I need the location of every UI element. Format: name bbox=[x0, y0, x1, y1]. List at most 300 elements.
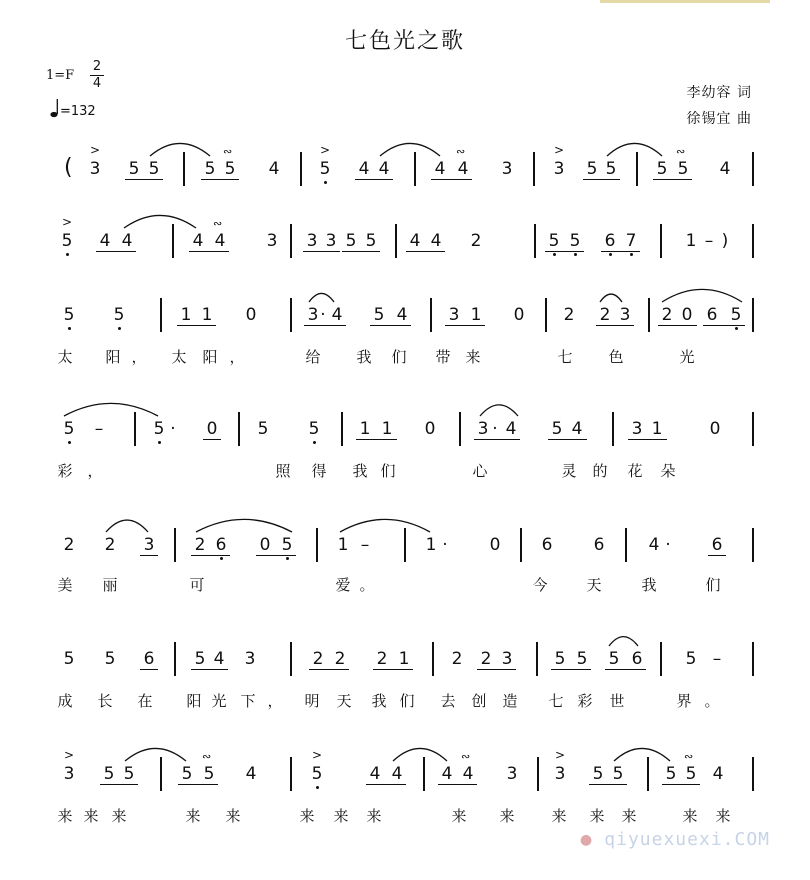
barline bbox=[537, 757, 539, 791]
note: 4 bbox=[462, 764, 474, 784]
note: – bbox=[94, 419, 104, 439]
accent-mark: > bbox=[555, 748, 566, 762]
barline bbox=[752, 642, 754, 676]
note: 5 bbox=[63, 649, 75, 669]
barline bbox=[459, 412, 461, 446]
lyric-char: 阳 bbox=[186, 692, 202, 710]
eighth-underline bbox=[658, 325, 697, 326]
note: 0 bbox=[424, 419, 436, 439]
barline bbox=[174, 528, 176, 562]
eighth-underline bbox=[583, 179, 620, 180]
barline bbox=[395, 224, 397, 258]
note: 6 bbox=[215, 535, 227, 555]
note: 3 bbox=[307, 305, 319, 325]
note: 4 bbox=[434, 159, 446, 179]
note: 3 bbox=[506, 764, 518, 784]
note: 3 bbox=[89, 159, 101, 179]
lyric-char: 阳 bbox=[202, 348, 218, 366]
trill-mark: ∾ bbox=[202, 750, 210, 763]
lyric-char: 造 bbox=[502, 692, 518, 710]
note: 0 bbox=[245, 305, 257, 325]
eighth-underline bbox=[406, 251, 445, 252]
lyric-char: 光 bbox=[211, 692, 227, 710]
note: 5 bbox=[612, 764, 624, 784]
slur bbox=[196, 519, 292, 532]
note: 4 bbox=[391, 764, 403, 784]
barline bbox=[752, 757, 754, 791]
watermark bbox=[581, 829, 770, 850]
note: 5 bbox=[203, 764, 215, 784]
eighth-underline bbox=[366, 784, 406, 785]
accent-mark: > bbox=[64, 748, 75, 762]
lower-octave-dot bbox=[68, 441, 71, 444]
lyric-char: 们 bbox=[705, 576, 721, 594]
trill-mark: ∾ bbox=[456, 145, 464, 158]
lyric-char: 花 bbox=[627, 462, 643, 480]
eighth-underline bbox=[438, 784, 477, 785]
top-decoration bbox=[600, 0, 770, 3]
slur bbox=[607, 143, 662, 156]
note: 3 bbox=[553, 159, 565, 179]
slur bbox=[106, 520, 148, 532]
lyric-char: 。 bbox=[704, 692, 720, 710]
note: 0 bbox=[259, 535, 271, 555]
lyric-char: 来 bbox=[333, 807, 349, 825]
lyric-char: 彩 bbox=[577, 692, 593, 710]
note: 3 bbox=[143, 535, 155, 555]
note: 3 bbox=[477, 419, 489, 439]
note: – bbox=[360, 535, 370, 555]
barline bbox=[612, 412, 614, 446]
barline bbox=[290, 224, 292, 258]
barline bbox=[752, 298, 754, 332]
lyric-char: 界 bbox=[676, 692, 692, 710]
lyric-char: 带 bbox=[435, 348, 451, 366]
lyric-char: 天 bbox=[586, 576, 602, 594]
eighth-underline bbox=[596, 325, 634, 326]
lyric-char: 给 bbox=[305, 348, 321, 366]
note: 7 bbox=[625, 231, 637, 251]
eighth-underline bbox=[125, 179, 163, 180]
note: 1 bbox=[685, 231, 697, 251]
note: 1 bbox=[425, 535, 437, 555]
lower-octave-dot bbox=[630, 253, 633, 256]
note: 4 bbox=[192, 231, 204, 251]
lyric-char: ， bbox=[87, 462, 103, 480]
eighth-underline bbox=[342, 251, 380, 252]
note: 1 bbox=[381, 419, 393, 439]
note: 5 bbox=[224, 159, 236, 179]
note: 5 bbox=[656, 159, 668, 179]
accent-mark: > bbox=[312, 748, 323, 762]
lower-octave-dot bbox=[316, 786, 319, 789]
composer-credit: 徐锡宜 曲 bbox=[686, 111, 752, 127]
lower-octave-dot bbox=[118, 327, 121, 330]
eighth-underline bbox=[373, 669, 413, 670]
trill-mark: ∾ bbox=[676, 145, 684, 158]
note: 1 bbox=[651, 419, 663, 439]
eighth-underline bbox=[189, 251, 229, 252]
note: 5 bbox=[123, 764, 135, 784]
note: 5 bbox=[365, 231, 377, 251]
eighth-underline bbox=[589, 784, 627, 785]
lyric-char: 来 bbox=[225, 807, 241, 825]
lyric-char: 彩 bbox=[57, 462, 73, 480]
lyric-char: 们 bbox=[380, 462, 396, 480]
barline bbox=[752, 152, 754, 186]
note: 1 bbox=[359, 419, 371, 439]
note: 5 bbox=[181, 764, 193, 784]
note: 4 bbox=[358, 159, 370, 179]
barline bbox=[545, 298, 547, 332]
trill-mark: ∾ bbox=[461, 750, 469, 763]
eighth-underline bbox=[601, 251, 640, 252]
eighth-underline bbox=[548, 439, 587, 440]
barline bbox=[648, 298, 650, 332]
note: 3 bbox=[266, 231, 278, 251]
barline bbox=[536, 642, 538, 676]
lyric-char: 们 bbox=[399, 692, 415, 710]
trill-mark: ∾ bbox=[223, 145, 231, 158]
eighth-underline bbox=[177, 325, 216, 326]
lower-octave-dot bbox=[313, 441, 316, 444]
note: 5 bbox=[569, 231, 581, 251]
note: 2 bbox=[194, 535, 206, 555]
note: 5 bbox=[63, 419, 75, 439]
time-signature-top: 2 bbox=[92, 59, 102, 74]
lower-octave-dot bbox=[574, 253, 577, 256]
accent-mark: > bbox=[62, 215, 73, 229]
lyric-char: 色 bbox=[608, 348, 624, 366]
note: 4 bbox=[369, 764, 381, 784]
eighth-underline bbox=[605, 669, 646, 670]
note: 2 bbox=[470, 231, 482, 251]
barline bbox=[160, 298, 162, 332]
note: 3 bbox=[501, 649, 513, 669]
eighth-underline bbox=[356, 439, 397, 440]
quarter-note-icon bbox=[50, 98, 59, 118]
lyric-char: 天 bbox=[336, 692, 352, 710]
lyric-char: 来 bbox=[715, 807, 731, 825]
lyric-char: 来 bbox=[682, 807, 698, 825]
slur bbox=[662, 289, 742, 302]
lyric-char: 来 bbox=[621, 807, 637, 825]
note: 2 bbox=[104, 535, 116, 555]
barline bbox=[520, 528, 522, 562]
lyric-char: 来 bbox=[551, 807, 567, 825]
note: 3 bbox=[501, 159, 513, 179]
note: 4 bbox=[331, 305, 343, 325]
lyric-char: 来 bbox=[366, 807, 382, 825]
barline bbox=[752, 224, 754, 258]
barline bbox=[660, 642, 662, 676]
note: 2 bbox=[599, 305, 611, 325]
barline bbox=[432, 642, 434, 676]
note: 4 bbox=[121, 231, 133, 251]
note: 3 bbox=[63, 764, 75, 784]
note: 4 bbox=[430, 231, 442, 251]
eighth-underline bbox=[474, 439, 520, 440]
note: 5 bbox=[554, 649, 566, 669]
lyric-char: 我 bbox=[352, 462, 368, 480]
note: 2 bbox=[480, 649, 492, 669]
note: 5 bbox=[592, 764, 604, 784]
note: 6 bbox=[593, 535, 605, 555]
note: 4 bbox=[213, 649, 225, 669]
lyric-char: 灵 bbox=[561, 462, 577, 480]
lyric-char: 成 bbox=[57, 692, 73, 710]
lyric-char: 去 bbox=[440, 692, 456, 710]
eighth-underline bbox=[303, 251, 340, 252]
note: 5 bbox=[103, 764, 115, 784]
note: 6 bbox=[143, 649, 155, 669]
eighth-underline bbox=[551, 669, 591, 670]
note: 5 bbox=[113, 305, 125, 325]
barline bbox=[752, 412, 754, 446]
lower-octave-dot bbox=[609, 253, 612, 256]
lyric-char: 七 bbox=[557, 348, 573, 366]
note: 3 bbox=[631, 419, 643, 439]
eighth-underline bbox=[431, 179, 472, 180]
barline bbox=[290, 642, 292, 676]
note: 5 bbox=[730, 305, 742, 325]
note: 5 bbox=[345, 231, 357, 251]
note: 1 bbox=[470, 305, 482, 325]
slur bbox=[609, 637, 638, 646]
note: 0 bbox=[513, 305, 525, 325]
lower-octave-dot bbox=[220, 557, 223, 560]
note: 5 bbox=[373, 305, 385, 325]
lyric-char: 来 bbox=[465, 348, 481, 366]
slur bbox=[380, 143, 440, 156]
barline bbox=[134, 412, 136, 446]
note: 4 bbox=[441, 764, 453, 784]
accent-mark: > bbox=[554, 143, 565, 157]
note: 5 bbox=[685, 764, 697, 784]
barline bbox=[625, 528, 627, 562]
eighth-underline bbox=[203, 439, 221, 440]
lyric-char: 明 bbox=[304, 692, 320, 710]
note: · bbox=[442, 535, 448, 555]
eighth-underline bbox=[545, 251, 584, 252]
note: ) bbox=[721, 231, 729, 251]
lower-octave-dot bbox=[68, 327, 71, 330]
note: 4 bbox=[99, 231, 111, 251]
note: · bbox=[492, 419, 498, 439]
note: 4 bbox=[378, 159, 390, 179]
note: 0 bbox=[681, 305, 693, 325]
barline bbox=[174, 642, 176, 676]
note: 5 bbox=[608, 649, 620, 669]
lyric-char: 美 bbox=[57, 576, 73, 594]
lyric-char: 来 bbox=[499, 807, 515, 825]
note: · bbox=[320, 305, 326, 325]
note: 5 bbox=[257, 419, 269, 439]
lyric-char: 我 bbox=[356, 348, 372, 366]
lyric-char: 世 bbox=[609, 692, 625, 710]
barline bbox=[172, 224, 174, 258]
barline bbox=[290, 757, 292, 791]
slur bbox=[600, 294, 622, 302]
note: 2 bbox=[661, 305, 673, 325]
lyricist-credit: 李幼容 词 bbox=[686, 85, 752, 101]
barline bbox=[660, 224, 662, 258]
note: 4 bbox=[245, 764, 257, 784]
eighth-underline bbox=[708, 555, 726, 556]
lyric-char: 的 bbox=[592, 462, 608, 480]
lyric-char: 今 bbox=[532, 576, 548, 594]
trill-mark: ∾ bbox=[684, 750, 692, 763]
note: – bbox=[712, 649, 722, 669]
lyric-char: 来 bbox=[83, 807, 99, 825]
lyric-char: 得 bbox=[311, 462, 327, 480]
barline bbox=[316, 528, 318, 562]
note: 5 bbox=[548, 231, 560, 251]
eighth-underline bbox=[201, 179, 239, 180]
note: 2 bbox=[563, 305, 575, 325]
note: 5 bbox=[551, 419, 563, 439]
note: 0 bbox=[206, 419, 218, 439]
note: 5 bbox=[311, 764, 323, 784]
note: 3 bbox=[448, 305, 460, 325]
note: 3 bbox=[325, 231, 337, 251]
slur bbox=[124, 215, 196, 228]
lyric-char: 我 bbox=[641, 576, 657, 594]
note: 5 bbox=[194, 649, 206, 669]
note: 0 bbox=[709, 419, 721, 439]
note: 4 bbox=[712, 764, 724, 784]
lower-octave-dot bbox=[324, 181, 327, 184]
slur bbox=[393, 748, 447, 761]
slur bbox=[480, 405, 518, 416]
eighth-underline bbox=[477, 669, 516, 670]
slur bbox=[309, 293, 334, 302]
eighth-underline bbox=[191, 669, 228, 670]
note: 1 bbox=[337, 535, 349, 555]
note: 1 bbox=[180, 305, 192, 325]
note: 2 bbox=[376, 649, 388, 669]
lower-octave-dot bbox=[553, 253, 556, 256]
barline bbox=[290, 298, 292, 332]
barline bbox=[636, 152, 638, 186]
note: 5 bbox=[153, 419, 165, 439]
eighth-underline bbox=[309, 669, 349, 670]
eighth-underline bbox=[662, 784, 700, 785]
lyric-char: ， bbox=[131, 348, 147, 366]
lower-octave-dot bbox=[158, 441, 161, 444]
intro-parenthesis: ( bbox=[64, 155, 73, 180]
lyric-char: 们 bbox=[391, 348, 407, 366]
time-signature bbox=[90, 60, 104, 91]
barline bbox=[160, 757, 162, 791]
note: 5 bbox=[281, 535, 293, 555]
lyric-char: 爱 bbox=[335, 576, 351, 594]
lyric-char: 创 bbox=[471, 692, 487, 710]
note: 5 bbox=[605, 159, 617, 179]
lower-octave-dot bbox=[286, 557, 289, 560]
slur bbox=[614, 748, 670, 761]
lyric-char: 在 bbox=[137, 692, 153, 710]
lyric-char: 可 bbox=[189, 576, 205, 594]
barline bbox=[534, 224, 536, 258]
lyric-char: ， bbox=[267, 692, 283, 710]
note: 0 bbox=[489, 535, 501, 555]
barline bbox=[430, 298, 432, 332]
eighth-underline bbox=[653, 179, 692, 180]
lyric-char: 光 bbox=[679, 348, 695, 366]
lyric-char: 来 bbox=[589, 807, 605, 825]
note: 2 bbox=[334, 649, 346, 669]
eighth-underline bbox=[445, 325, 485, 326]
note: 5 bbox=[128, 159, 140, 179]
eighth-underline bbox=[370, 325, 411, 326]
note: 2 bbox=[451, 649, 463, 669]
note: 6 bbox=[604, 231, 616, 251]
note: 4 bbox=[571, 419, 583, 439]
note: 4 bbox=[214, 231, 226, 251]
lyric-char: 太 bbox=[171, 348, 187, 366]
note: 4 bbox=[268, 159, 280, 179]
lyric-char: 七 bbox=[548, 692, 564, 710]
lyric-char: ， bbox=[229, 348, 245, 366]
note: 6 bbox=[706, 305, 718, 325]
eighth-underline bbox=[191, 555, 230, 556]
eighth-underline bbox=[628, 439, 667, 440]
barline bbox=[341, 412, 343, 446]
note: 6 bbox=[541, 535, 553, 555]
barline bbox=[238, 412, 240, 446]
lyric-char: 来 bbox=[451, 807, 467, 825]
note: 5 bbox=[204, 159, 216, 179]
barline bbox=[183, 152, 185, 186]
barline bbox=[423, 757, 425, 791]
eighth-underline bbox=[140, 669, 158, 670]
note: 4 bbox=[505, 419, 517, 439]
trill-mark: ∾ bbox=[213, 217, 221, 230]
eighth-underline bbox=[304, 325, 346, 326]
slur bbox=[64, 403, 158, 416]
note: · bbox=[665, 535, 671, 555]
lyric-char: 来 bbox=[111, 807, 127, 825]
lower-octave-dot bbox=[735, 327, 738, 330]
note: · bbox=[170, 419, 176, 439]
lower-octave-dot bbox=[66, 253, 69, 256]
note: 6 bbox=[711, 535, 723, 555]
lyric-char: 我 bbox=[371, 692, 387, 710]
eighth-underline bbox=[256, 555, 296, 556]
barline bbox=[533, 152, 535, 186]
accent-mark: > bbox=[320, 143, 331, 157]
barline bbox=[647, 757, 649, 791]
note: 4 bbox=[396, 305, 408, 325]
note: 5 bbox=[586, 159, 598, 179]
note: 4 bbox=[648, 535, 660, 555]
note: 1 bbox=[398, 649, 410, 669]
barline bbox=[404, 528, 406, 562]
lyric-char: 长 bbox=[97, 692, 113, 710]
note: 5 bbox=[576, 649, 588, 669]
note: 3 bbox=[619, 305, 631, 325]
note: 3 bbox=[554, 764, 566, 784]
barline bbox=[300, 152, 302, 186]
barline bbox=[414, 152, 416, 186]
note: 6 bbox=[631, 649, 643, 669]
lyric-char: 来 bbox=[57, 807, 73, 825]
slur bbox=[340, 519, 430, 532]
barline bbox=[752, 528, 754, 562]
note: 5 bbox=[685, 649, 697, 669]
lyric-char: 照 bbox=[275, 462, 291, 480]
